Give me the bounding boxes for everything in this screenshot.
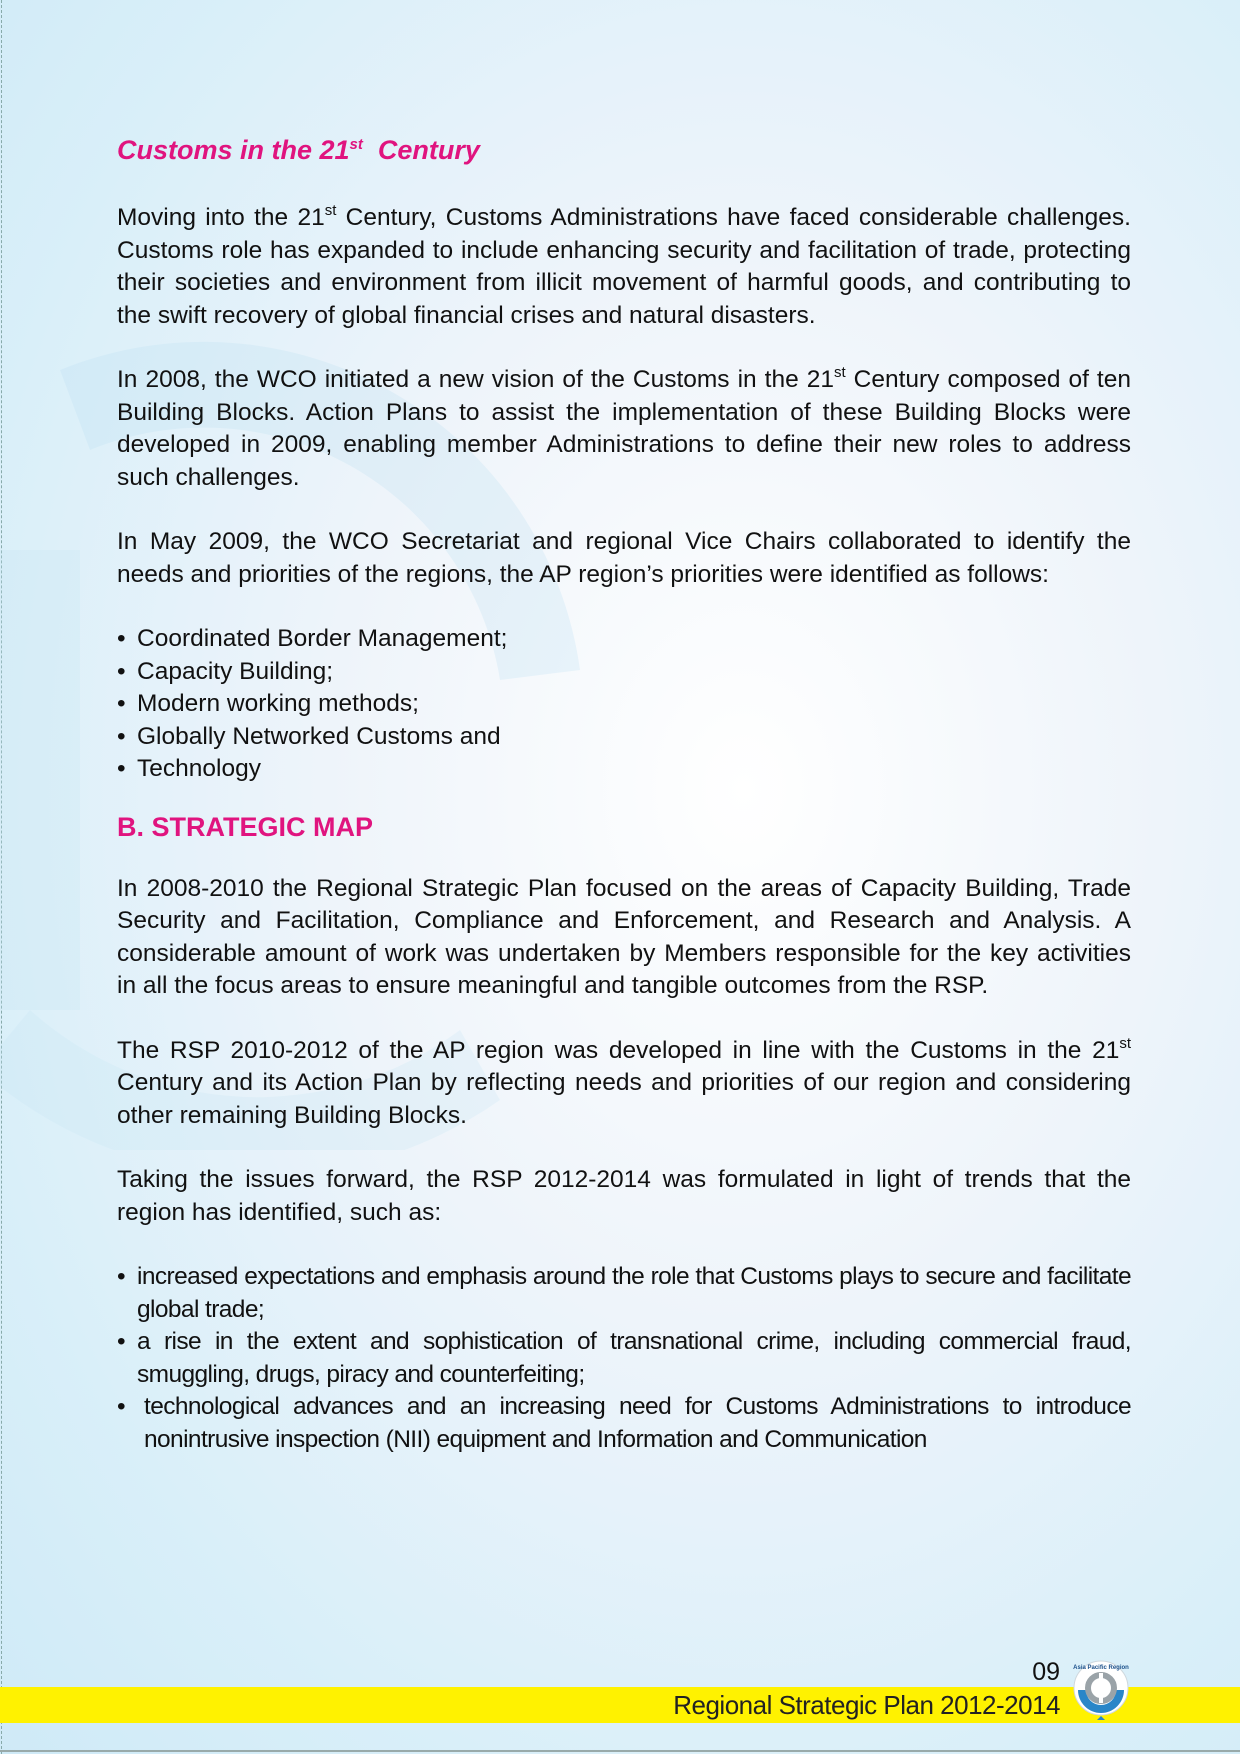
list-item: • technological advances and an increasing need for Customs Administrations to introduce nonintrusive inspection (NII) equipment and Information and Communication xyxy=(117,1391,1131,1456)
list-item: • Capacity Building; xyxy=(117,656,1131,689)
page-edge-dashed-border xyxy=(1,0,2,1754)
paragraph: Moving into the 21st Century, Customs Administrations have faced considerable challenges. Customs role has expanded to include enhancing security and facilitation of trade, protecting their societies and environment from illicit movement of harmful goods, and contributing to the swift recovery of global financial crises and natural disasters. xyxy=(117,202,1131,329)
svg-text:Asia Pacific Region: Asia Pacific Region xyxy=(1073,1665,1129,1671)
paragraph: In May 2009, the WCO Secretariat and regional Vice Chairs collaborated to identify the needs and priorities of the regions, the AP region’s priorities were identified as follows: xyxy=(117,528,1131,588)
list-item: • a rise in the extent and sophistication of transnational crime, including commercial fraud, smuggling, drugs, piracy and counterfeiting; xyxy=(117,1326,1131,1391)
paragraph: Taking the issues forward, the RSP 2012-2014 was formulated in light of trends that the region has identified, such as: xyxy=(117,1166,1131,1226)
list-item: • Coordinated Border Management; xyxy=(117,623,1131,656)
bottom-divider xyxy=(0,1750,1240,1752)
page-number: 09 xyxy=(1032,1658,1060,1686)
paragraph: The RSP 2010-2012 of the AP region was developed in line with the Customs in the 21st Century and its Action Plan by reflecting needs and priorities of our region and considering other remaining Building Blocks. xyxy=(117,1034,1131,1129)
asia-pacific-region-logo-icon xyxy=(1072,1660,1130,1722)
list-item: • increased expectations and emphasis around the role that Customs plays to secure and facilitate global trade; xyxy=(117,1261,1131,1326)
section-heading-customs-21st-century: Customs in the 21st Century xyxy=(117,135,480,165)
paragraph: In 2008, the WCO initiated a new vision of the Customs in the 21st Century composed of ten Building Blocks. Action Plans to assist the implementation of these Building Blocks were developed in 2009, enabling member Administrations to define their new roles to address such challenges. xyxy=(117,364,1131,491)
trends-list xyxy=(117,1261,1131,1456)
footer-title: Regional Strategic Plan 2012-2014 xyxy=(673,1690,1060,1720)
priorities-list xyxy=(117,623,1131,786)
paragraph: In 2008-2010 the Regional Strategic Plan focused on the areas of Capacity Building, Trade Security and Facilitation, Compliance and Enforcement, and Research and Analysis. A considerable amount of work was undertaken by Members responsible for the key activities in all the focus areas to ensure meaningful and tangible outcomes from the RSP. xyxy=(117,874,1131,999)
list-item: • Modern working methods; xyxy=(117,688,1131,721)
page-content xyxy=(117,135,1131,1456)
list-item: • Globally Networked Customs and xyxy=(117,721,1131,754)
section-heading-strategic-map: B. STRATEGIC MAP xyxy=(117,811,373,842)
list-item: • Technology xyxy=(117,753,1131,786)
